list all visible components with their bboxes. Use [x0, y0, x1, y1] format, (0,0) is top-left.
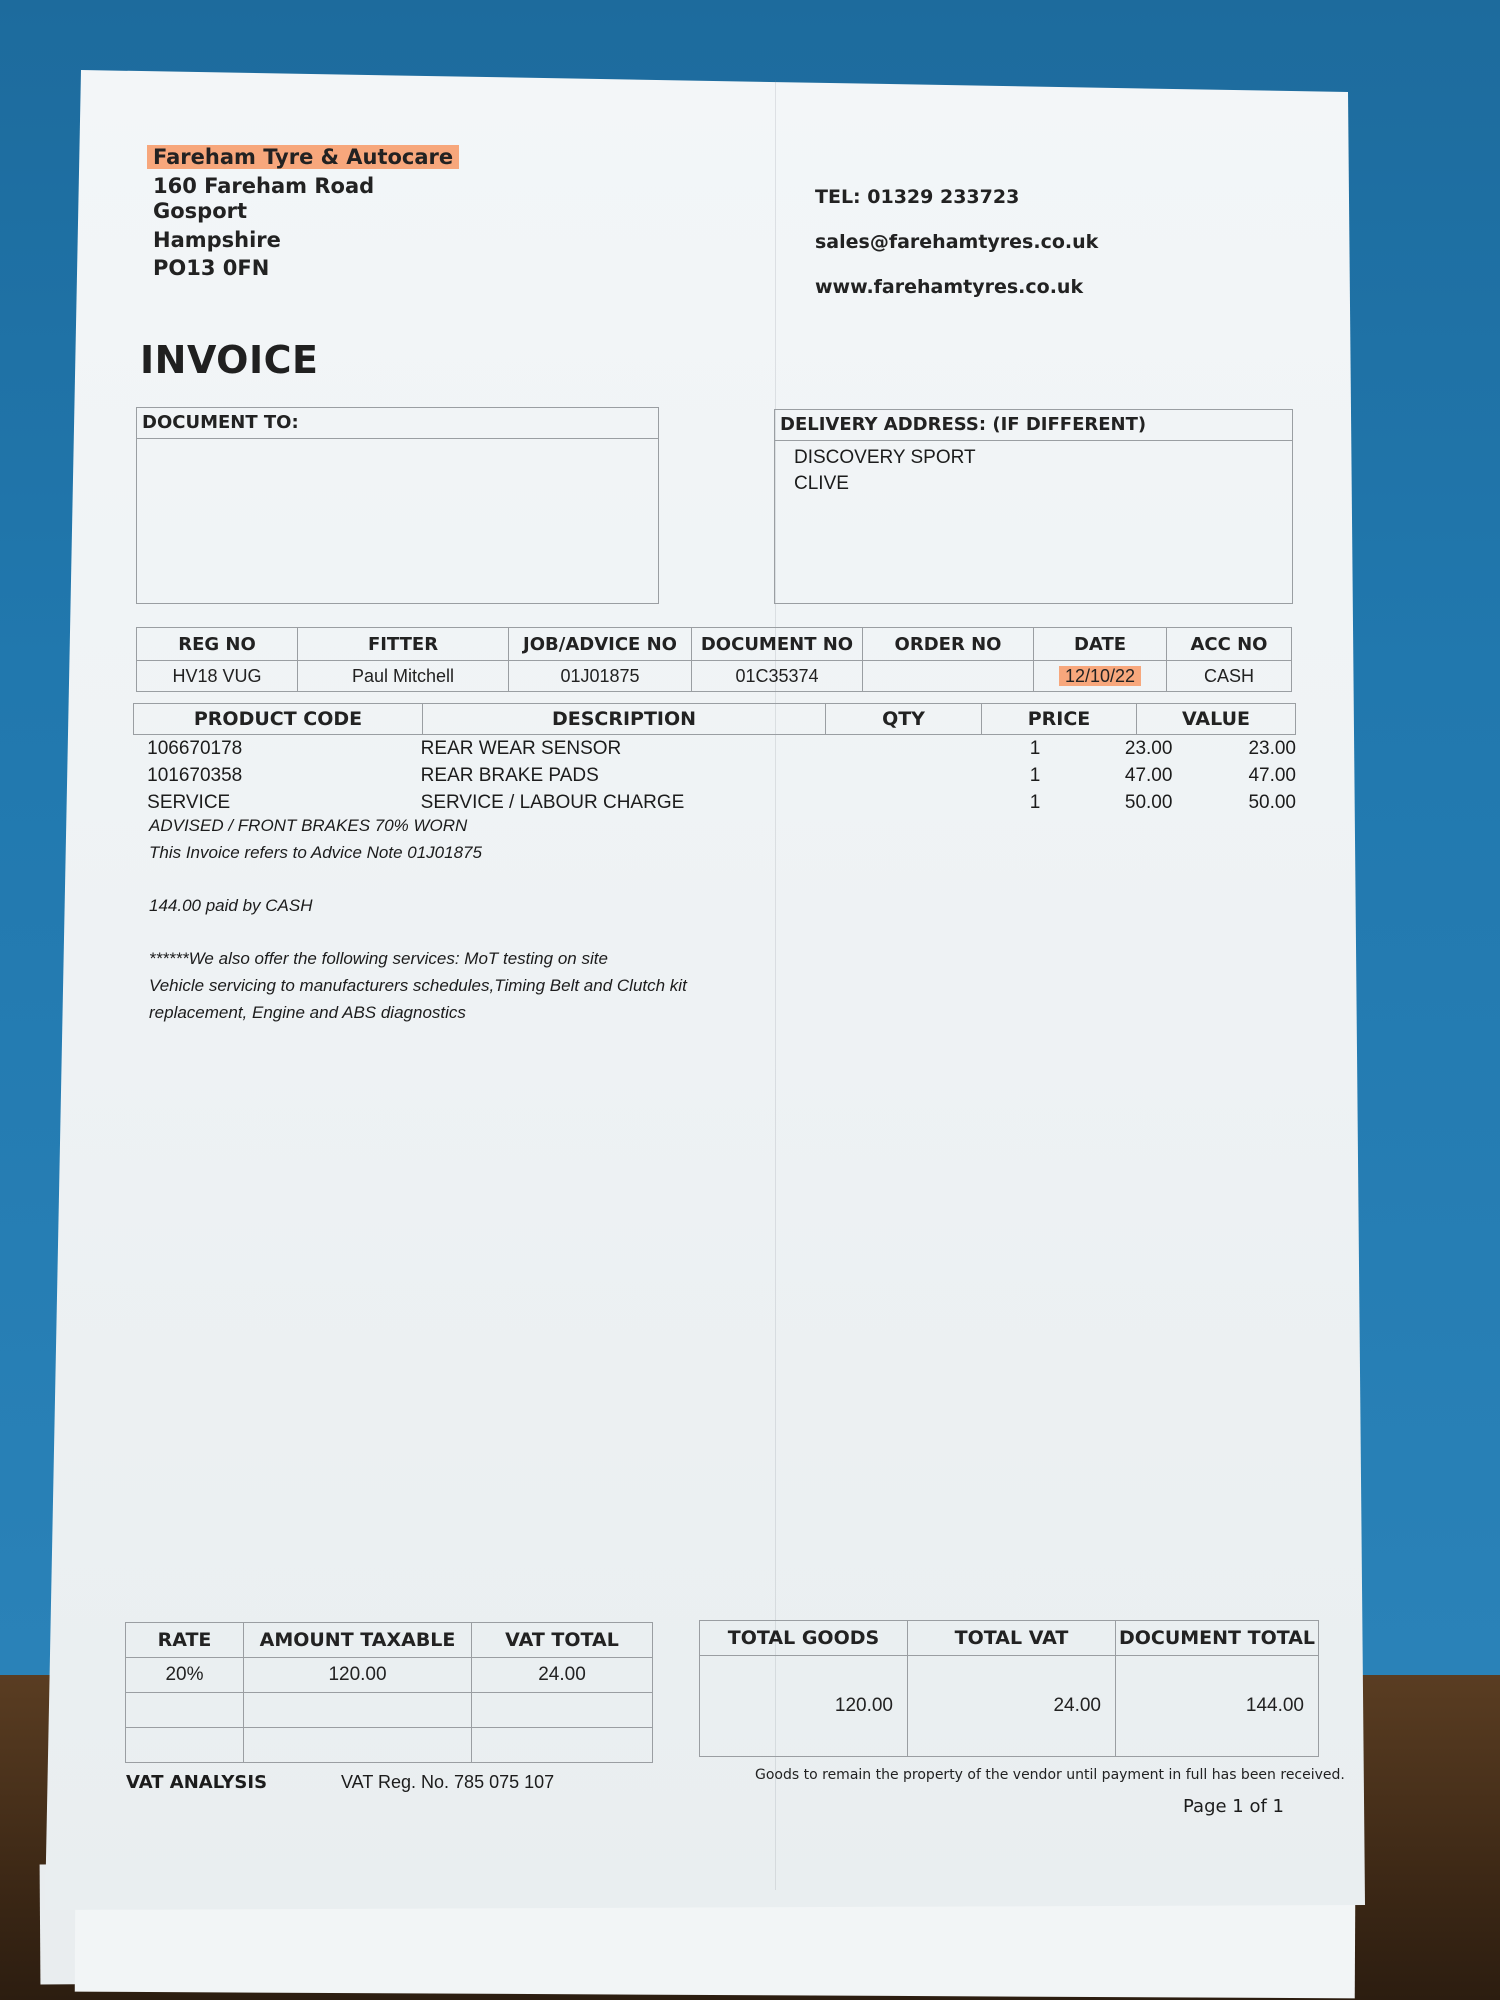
document-to-label: DOCUMENT TO:	[137, 408, 658, 439]
totals-header-document: DOCUMENT TOTAL	[1116, 1621, 1319, 1656]
services-note-2: Vehicle servicing to manufacturers schedules,Timing Belt and Clutch kit	[149, 976, 687, 995]
item-description: REAR BRAKE PADS	[420, 765, 599, 786]
item-price: 47.00	[1124, 765, 1173, 786]
items-header-price: PRICE	[982, 704, 1137, 734]
under-sheet-2	[75, 1897, 1355, 1999]
item-qty: 1	[1029, 738, 1041, 759]
item-description: REAR WEAR SENSOR	[420, 738, 622, 759]
items-header-desc: DESCRIPTION	[423, 704, 826, 734]
vat-analysis-label: VAT ANALYSIS	[126, 1772, 268, 1793]
vat-header-taxable: AMOUNT TAXABLE	[244, 1623, 472, 1658]
totals-header-goods: TOTAL GOODS	[700, 1621, 908, 1656]
reg-no: HV18 VUG	[137, 661, 298, 692]
advice-reference-note: This Invoice refers to Advice Note 01J01875	[149, 843, 482, 862]
document-total: 144.00	[1116, 1656, 1319, 1757]
terms-text: Goods to remain the property of the vendor until payment in full has been received.	[755, 1767, 1345, 1783]
ref-header-fitter: FITTER	[298, 628, 509, 661]
advised-note: ADVISED / FRONT BRAKES 70% WORN	[149, 816, 468, 835]
item-value: 47.00	[1248, 765, 1296, 786]
delivery-line-2: CLIVE	[794, 473, 849, 494]
page-number: Page 1 of 1	[1183, 1796, 1284, 1817]
company-website: www.farehamtyres.co.uk	[815, 276, 1084, 298]
payment-note: 144.00 paid by CASH	[149, 896, 313, 915]
vat-header-total: VAT TOTAL	[472, 1623, 653, 1658]
delivery-address-box	[774, 409, 1293, 604]
items-header	[133, 703, 1296, 735]
vat-rate: 20%	[126, 1658, 244, 1693]
item-value: 23.00	[1248, 738, 1296, 759]
ref-header-order: ORDER NO	[863, 628, 1034, 661]
totals-table	[699, 1620, 1319, 1757]
item-code: 106670178	[147, 738, 243, 759]
item-value: 50.00	[1248, 792, 1296, 813]
document-to-box	[136, 407, 659, 604]
item-price: 23.00	[1124, 738, 1173, 759]
services-note-3: replacement, Engine and ABS diagnostics	[149, 1003, 466, 1022]
item-qty: 1	[1029, 765, 1041, 786]
total-goods: 120.00	[700, 1656, 908, 1757]
items-table	[133, 703, 1296, 816]
company-email: sales@farehamtyres.co.uk	[815, 231, 1099, 253]
ref-header-document: DOCUMENT NO	[692, 628, 863, 661]
item-qty: 1	[1029, 792, 1041, 813]
item-code: SERVICE	[147, 792, 231, 813]
items-header-code: PRODUCT CODE	[134, 704, 423, 734]
item-description: SERVICE / LABOUR CHARGE	[420, 792, 685, 813]
ref-header-acc: ACC NO	[1167, 628, 1292, 661]
vat-reg-no: VAT Reg. No. 785 075 107	[341, 1772, 555, 1792]
acc-no: CASH	[1167, 661, 1292, 692]
vat-table	[125, 1622, 653, 1763]
vat-header-rate: RATE	[126, 1623, 244, 1658]
page-title: INVOICE	[140, 338, 319, 382]
address-line-4: PO13 0FN	[153, 256, 270, 280]
paper-fold	[775, 80, 776, 1890]
item-row	[133, 789, 1296, 816]
ref-header-date: DATE	[1034, 628, 1167, 661]
address-line-1: 160 Fareham Road	[153, 174, 375, 198]
document-no: 01C35374	[692, 661, 863, 692]
order-no	[863, 661, 1034, 692]
reference-table	[136, 627, 1292, 692]
invoice-date: 12/10/22	[1034, 661, 1167, 692]
address-line-3: Hampshire	[153, 228, 281, 252]
company-tel: TEL: 01329 233723	[815, 186, 1020, 208]
totals-header-vat: TOTAL VAT	[908, 1621, 1116, 1656]
item-row	[133, 735, 1296, 762]
ref-header-job: JOB/ADVICE NO	[509, 628, 692, 661]
item-price: 50.00	[1124, 792, 1173, 813]
company-name: Fareham Tyre & Autocare	[153, 144, 459, 171]
items-header-qty: QTY	[826, 704, 982, 734]
job-advice-no: 01J01875	[509, 661, 692, 692]
delivery-label: DELIVERY ADDRESS: (IF DIFFERENT)	[775, 410, 1292, 441]
services-note-1: ******We also offer the following services: MoT testing on site	[149, 949, 608, 968]
total-vat: 24.00	[908, 1656, 1116, 1757]
vat-total: 24.00	[472, 1658, 653, 1693]
ref-header-reg: REG NO	[137, 628, 298, 661]
address-line-2: Gosport	[153, 199, 248, 223]
delivery-line-1: DISCOVERY SPORT	[794, 447, 976, 468]
fitter: Paul Mitchell	[298, 661, 509, 692]
items-header-value: VALUE	[1182, 708, 1250, 730]
item-code: 101670358	[147, 765, 243, 786]
amount-taxable: 120.00	[244, 1658, 472, 1693]
item-row	[133, 762, 1296, 789]
